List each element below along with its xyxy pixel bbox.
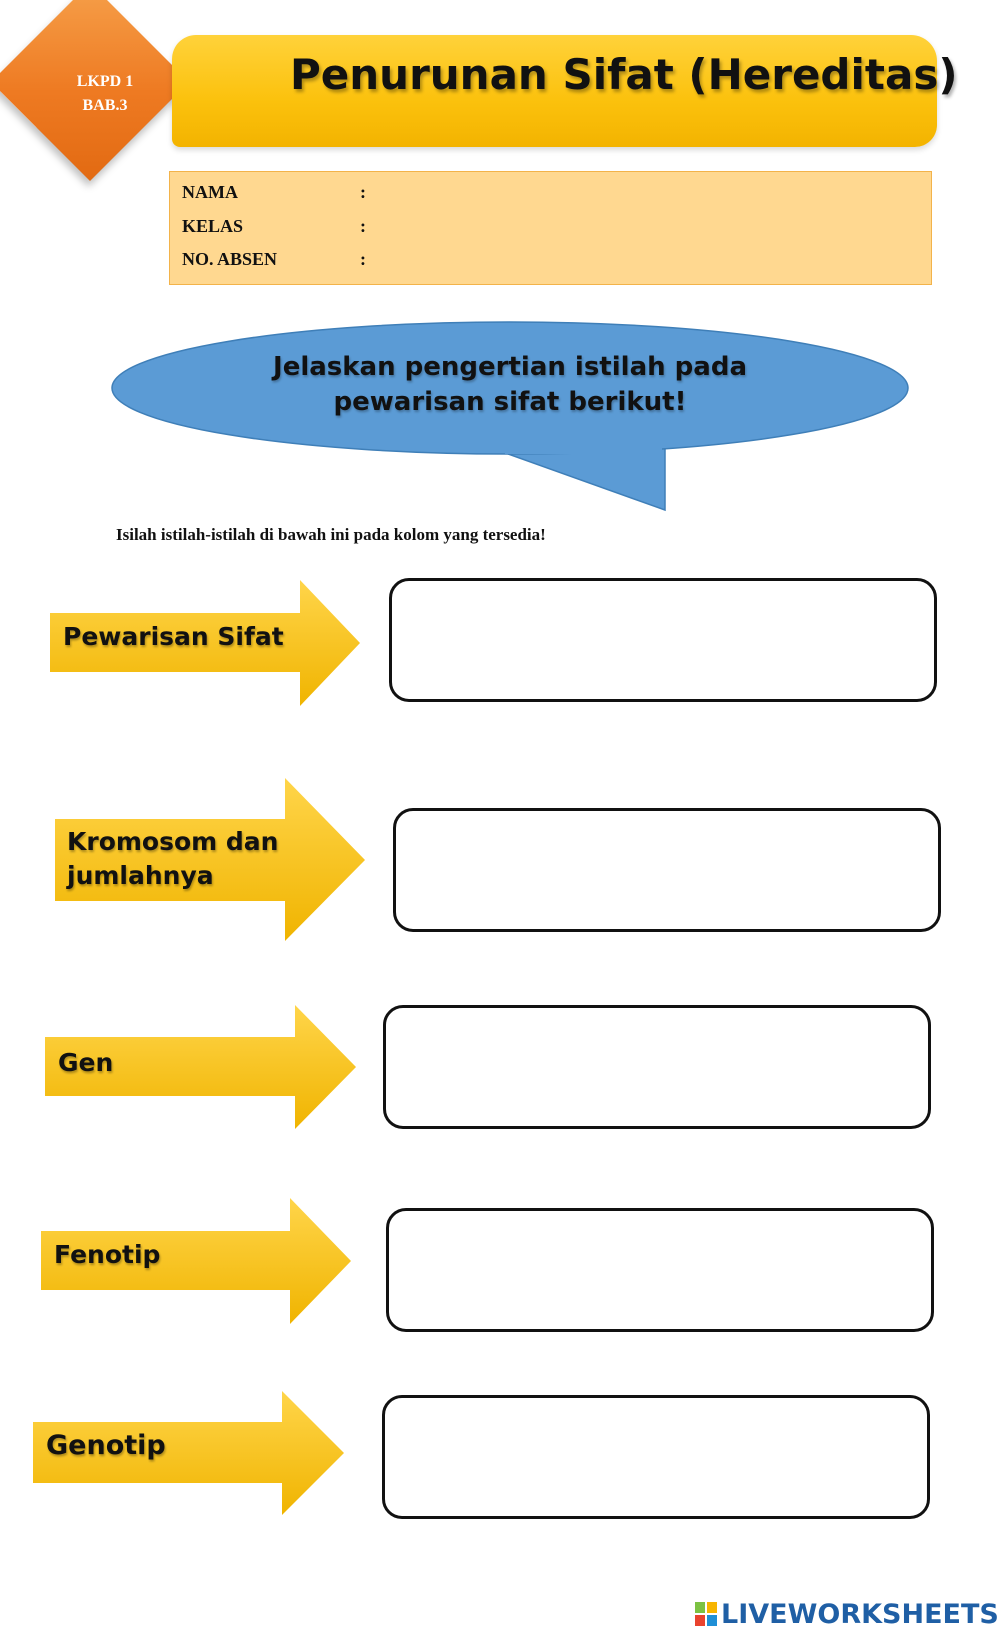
identity-label: NO. ABSEN [182,249,278,269]
badge-label [40,70,170,118]
term-label-line-1: Pewarisan Sifat [63,622,284,651]
term-label-line-1: Genotip [46,1430,166,1461]
term-label [67,825,278,893]
identity-label: KELAS [182,216,244,236]
term-row-4 [0,1198,1000,1328]
answer-box-pewarisan-sifat[interactable] [389,578,937,702]
term-row-5 [0,1391,1000,1521]
brand-name: LIVEWORKSHEETS [721,1598,999,1630]
term-row-3 [0,1005,1000,1135]
answer-box-fenotip[interactable] [386,1208,934,1332]
term-label [63,620,284,654]
answer-box-gen[interactable] [383,1005,931,1129]
bubble-question [230,350,790,420]
term-row-2 [0,778,1000,943]
term-label [58,1046,113,1080]
identity-separator: : [360,216,366,236]
identity-separator: : [360,182,366,202]
identity-label: NAMA [182,182,238,202]
term-label [54,1238,160,1272]
page-title: Penurunan Sifat (Hereditas) [290,50,958,99]
term-label-line-2: jumlahnya [67,861,214,890]
badge-line-2: BAB.3 [82,97,128,114]
badge-line-1: LKPD 1 [76,73,134,90]
identity-box [169,171,932,285]
brand-footer [695,1596,999,1632]
term-row-1 [0,580,1000,710]
answer-box-genotip[interactable] [382,1395,930,1519]
term-label-line-1: Fenotip [54,1240,161,1269]
arrow-shape [0,1005,380,1135]
liveworksheets-logo-icon [695,1602,717,1626]
term-label [46,1429,166,1463]
bubble-line-2: pewarisan sifat berikut! [333,387,687,417]
term-label-line-1: Kromosom dan [67,827,279,856]
bubble-line-1: Jelaskan pengertian istilah pada [273,352,747,382]
answer-box-kromosom[interactable] [393,808,941,932]
term-label-line-1: Gen [58,1048,114,1077]
identity-separator: : [360,249,366,269]
instruction-text: Isilah istilah-istilah di bawah ini pada kolom yang tersedia! [116,525,546,544]
